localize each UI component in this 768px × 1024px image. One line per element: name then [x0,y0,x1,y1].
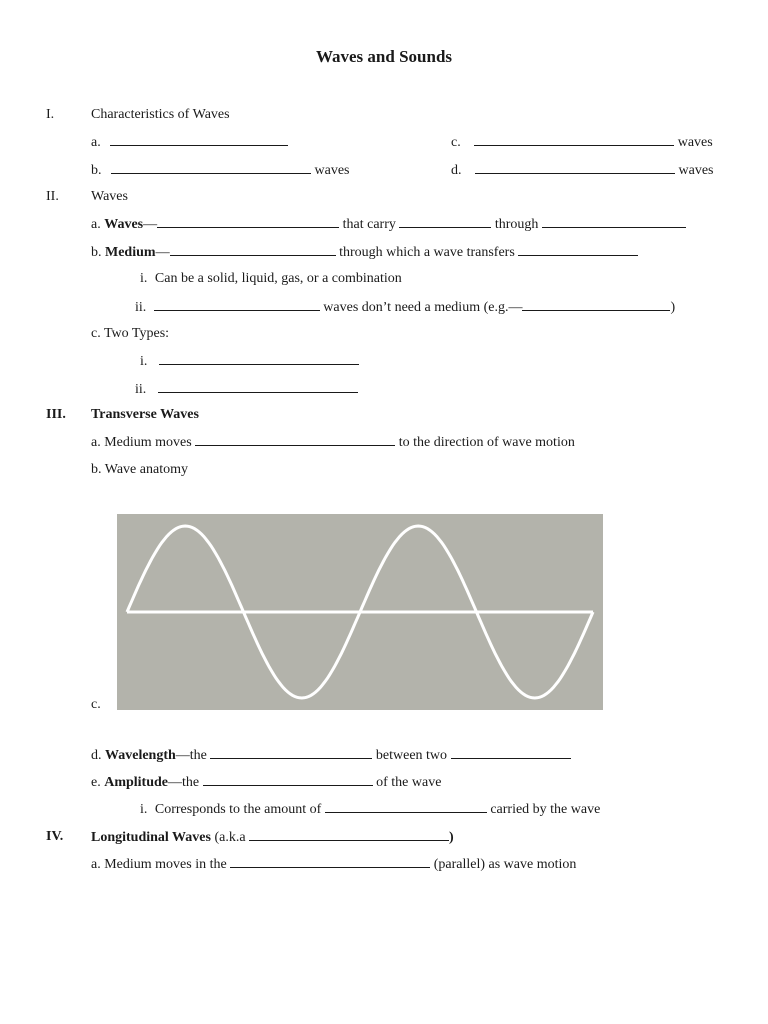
section-2-number: II. [46,189,59,204]
answer-blank[interactable] [195,433,395,446]
answer-blank[interactable] [157,215,339,228]
item-text: Corresponds to the amount of [154,802,322,817]
section-4-number: IV. [46,829,64,844]
item-suffix: waves [314,163,350,178]
item-3e-i [140,800,600,819]
item-letter: d. [91,748,102,763]
section-3-number: III. [46,407,66,422]
item-text: Two Types: [103,326,170,341]
term-medium: Medium [105,245,156,260]
section-4-heading: Longitudinal Waves [91,830,211,845]
item-2b-ii [135,298,675,317]
item-letter: c. [451,135,461,150]
item-letter: c. [91,326,101,341]
item-2c [91,325,169,343]
em-dash: — [143,217,158,232]
answer-blank[interactable] [230,855,430,868]
item-text: Medium moves [104,435,192,450]
item-text: through [494,217,539,232]
item-text: between two [375,748,448,763]
item-4a [91,855,576,874]
item-text: (parallel) as wave motion [433,857,577,872]
item-number: i. [140,271,148,286]
answer-blank[interactable] [154,298,320,311]
item-letter: b. [91,245,102,260]
aka-prefix: (a.k.a [214,830,246,845]
answer-blank[interactable] [518,243,638,256]
section-1-number: I. [46,107,55,122]
item-number: ii. [135,382,147,397]
sine-wave-graphic [117,514,603,710]
close-paren: ) [670,300,676,315]
item-2c-i [140,352,359,371]
em-dash: — [155,245,170,260]
item-text: Medium moves in the [104,857,227,872]
answer-blank[interactable] [325,800,487,813]
item-2c-ii [135,380,358,399]
item-letter: b. [91,163,102,178]
item-text: —the [175,748,207,763]
item-letter: d. [451,163,462,178]
close-paren: ) [449,830,454,845]
item-text: through which a wave transfers [339,245,515,260]
item-number: ii. [135,300,147,315]
item-3c [91,696,101,714]
item-letter: a. [91,857,101,872]
item-letter: e. [91,775,101,790]
answer-blank[interactable] [158,380,358,393]
item-text: to the direction of wave motion [398,435,575,450]
answer-blank[interactable] [542,215,686,228]
item-number: i. [140,802,148,817]
item-3b [91,461,188,479]
answer-blank[interactable] [475,161,675,174]
item-text: waves don’t need a medium (e.g.— [323,300,523,315]
item-text: that carry [342,217,396,232]
answer-blank[interactable] [110,133,288,146]
term-wavelength: Wavelength [105,748,176,763]
item-3d [91,746,571,765]
item-text: of the wave [376,775,442,790]
item-suffix: waves [677,135,713,150]
term-amplitude: Amplitude [104,775,169,790]
item-3e [91,773,441,792]
item-3a [91,433,575,452]
transverse-wave-diagram [117,514,603,710]
answer-blank[interactable] [249,828,449,841]
answer-blank[interactable] [474,133,674,146]
item-number: i. [140,354,148,369]
item-letter: a. [91,217,101,232]
answer-blank[interactable] [451,746,571,759]
item-letter: a. [91,135,101,150]
section-1-heading: Characteristics of Waves [91,107,230,122]
answer-blank[interactable] [210,746,372,759]
item-letter: c. [91,697,101,712]
answer-blank[interactable] [170,243,336,256]
term-waves: Waves [104,217,144,232]
section-2-heading: Waves [91,189,128,204]
item-text: carried by the wave [490,802,601,817]
item-suffix: waves [678,163,714,178]
item-1a [91,133,288,152]
item-2b [91,243,638,262]
item-2b-i [140,270,402,288]
section-4-heading-line [91,828,454,847]
item-text: —the [168,775,200,790]
item-1d [451,161,714,180]
item-text: Can be a solid, liquid, gas, or a combination [154,271,402,286]
answer-blank[interactable] [399,215,491,228]
page-title: Waves and Sounds [315,47,453,66]
item-letter: a. [91,435,101,450]
item-text: Wave anatomy [104,462,188,477]
answer-blank[interactable] [522,298,670,311]
answer-blank[interactable] [159,352,359,365]
item-2a [91,215,686,234]
item-1c [451,133,713,152]
answer-blank[interactable] [111,161,311,174]
section-3-heading: Transverse Waves [91,407,199,422]
answer-blank[interactable] [203,773,373,786]
item-letter: b. [91,462,102,477]
item-1b [91,161,350,180]
